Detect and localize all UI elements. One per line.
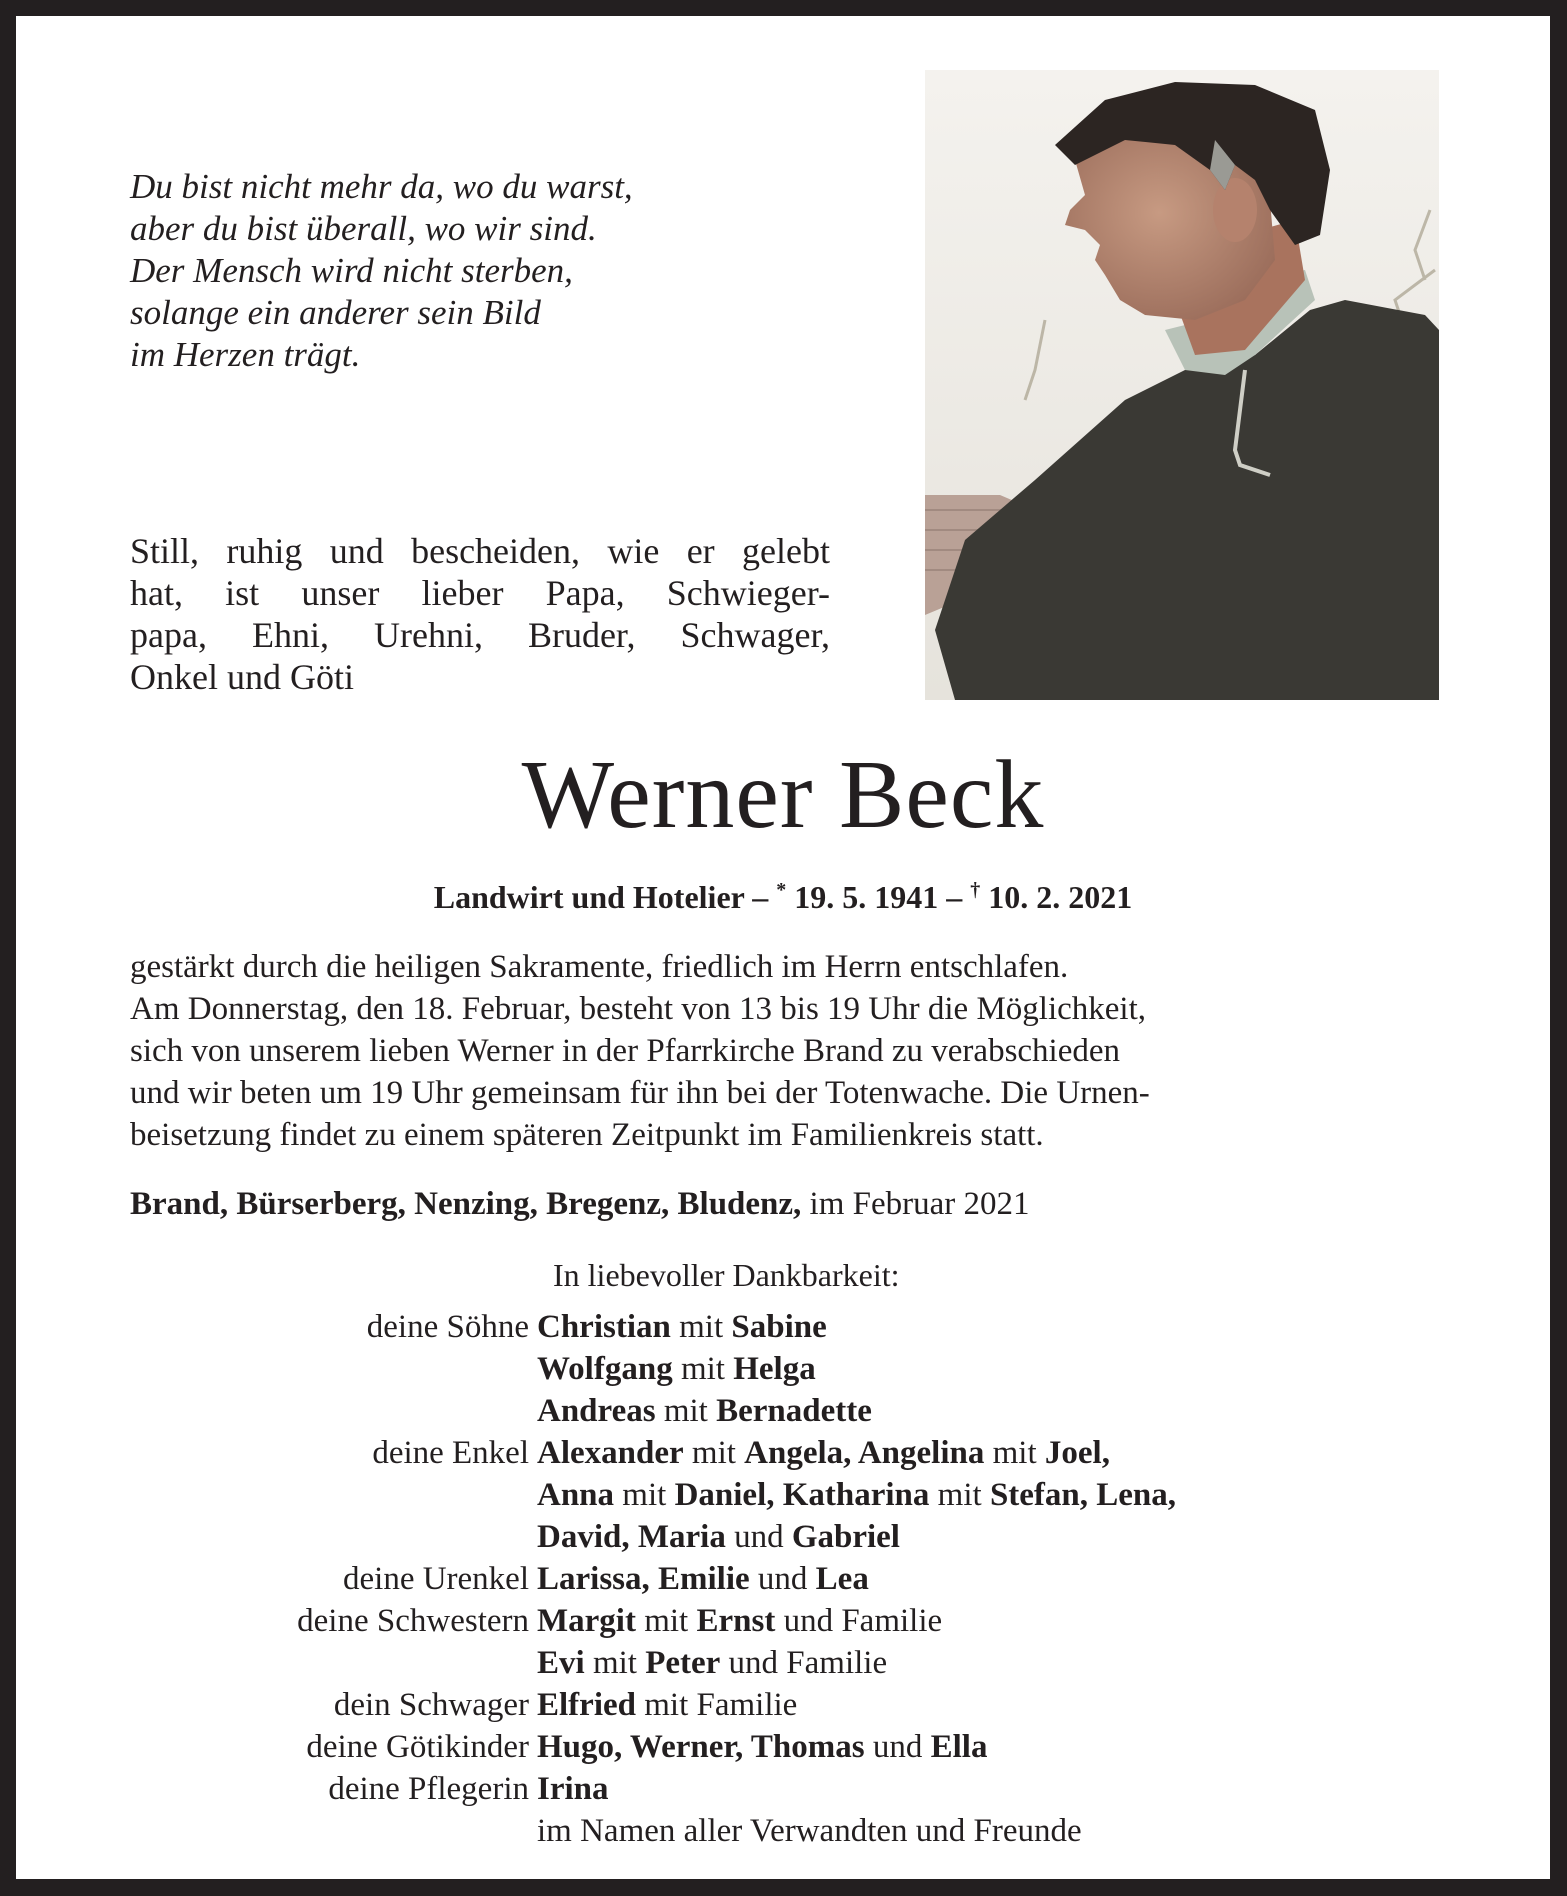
mourner-names xyxy=(537,1306,827,1348)
mourner-name: Joel, xyxy=(1044,1435,1110,1471)
mourner-names xyxy=(537,1474,1176,1516)
mourner-name: Hugo, Werner, Thomas xyxy=(537,1729,865,1765)
mourner-name: Ella xyxy=(930,1729,988,1765)
mourner-name: Ernst xyxy=(696,1603,776,1639)
relation-label: deine Pflegerin xyxy=(328,1771,529,1807)
quote-line: aber du bist überall, wo wir sind. xyxy=(130,209,597,248)
mourner-row xyxy=(16,1516,1550,1558)
relation-label xyxy=(16,1642,537,1684)
announcement-line: Am Donnerstag, den 18. Februar, besteht von 13 bis 19 Uhr die Möglichkeit, xyxy=(130,991,1147,1027)
death-cross-icon: † xyxy=(970,879,981,901)
connector-text: mit xyxy=(683,1435,745,1471)
mourner-names xyxy=(537,1642,887,1684)
connector-text: und xyxy=(864,1729,931,1765)
mourner-names xyxy=(537,1600,942,1642)
relation-label: deine Söhne xyxy=(366,1309,529,1345)
connector-text: mit xyxy=(672,1351,734,1387)
relation-label: dein Schwager xyxy=(333,1687,529,1723)
mourner-name: Larissa, Emilie xyxy=(537,1561,750,1597)
intro-paragraph xyxy=(130,530,830,698)
mourner-names xyxy=(537,1558,869,1600)
relation-label xyxy=(16,1516,537,1558)
mourner-row xyxy=(16,1768,1550,1810)
mourner-names xyxy=(537,1684,797,1726)
connector-text: mit xyxy=(655,1393,717,1429)
mourner-names xyxy=(537,1432,1110,1474)
mourner-name: Bernadette xyxy=(716,1393,872,1429)
mourner-row xyxy=(16,1558,1550,1600)
place-date-line xyxy=(130,1183,1030,1225)
gratitude-heading: In liebevoller Dankbarkeit: xyxy=(553,1257,900,1293)
occupation: Landwirt und Hotelier xyxy=(433,879,745,915)
intro-line: papa, Ehni, Urehni, Bruder, Schwager, xyxy=(130,615,830,655)
mourner-names xyxy=(537,1810,1082,1852)
connector-text: und Familie xyxy=(775,1603,943,1639)
mourner-name: Wolfgang xyxy=(537,1351,673,1387)
connector-text: und Familie xyxy=(720,1645,888,1681)
connector-text: mit Familie xyxy=(635,1687,798,1723)
memorial-quote xyxy=(130,166,633,376)
mourner-name: Christian xyxy=(537,1309,671,1345)
announcement-line: sich von unserem lieben Werner in der Pfarrkirche Brand zu verabschieden xyxy=(130,1033,1121,1069)
mourner-name: Irina xyxy=(537,1771,609,1807)
quote-line: Der Mensch wird nicht sterben, xyxy=(130,251,573,290)
mourner-name: Stefan, Lena, xyxy=(989,1477,1177,1513)
deceased-name: Werner Beck xyxy=(521,741,1045,849)
mourner-name: Peter xyxy=(645,1645,721,1681)
relation-label xyxy=(16,1390,537,1432)
portrait-photo xyxy=(925,70,1439,700)
life-dates-line xyxy=(16,870,1550,917)
connector-text: im Namen aller Verwandten und Freunde xyxy=(537,1813,1082,1849)
relation-label xyxy=(16,1474,537,1516)
mourner-name: Anna xyxy=(537,1477,615,1513)
birth-date: 19. 5. 1941 xyxy=(786,879,939,915)
relation-label: deine Urenkel xyxy=(343,1561,529,1597)
mourner-name: Andreas xyxy=(537,1393,656,1429)
mourner-name: Gabriel xyxy=(791,1519,900,1555)
relation-label: deine Götikinder xyxy=(306,1729,529,1765)
mourner-row xyxy=(16,1474,1550,1516)
quote-line: solange ein anderer sein Bild xyxy=(130,293,541,332)
mourner-row xyxy=(16,1684,1550,1726)
mourners-list xyxy=(16,1306,1550,1852)
connector-text: und xyxy=(749,1561,816,1597)
announcement-paragraph xyxy=(130,946,1440,1156)
mourner-row xyxy=(16,1390,1550,1432)
relation-label: deine Enkel xyxy=(372,1435,529,1471)
mourner-names xyxy=(537,1768,609,1810)
mourner-row xyxy=(16,1432,1550,1474)
intro-line: Onkel und Göti xyxy=(130,657,354,697)
mourner-name: Daniel, Katharina xyxy=(674,1477,930,1513)
connector-text: mit xyxy=(614,1477,675,1513)
mourner-name: Elfried xyxy=(537,1687,636,1723)
connector-text: mit xyxy=(635,1603,697,1639)
mourner-name: David, Maria xyxy=(537,1519,726,1555)
mourner-names xyxy=(537,1348,816,1390)
mourner-name: Margit xyxy=(537,1603,636,1639)
mourner-row xyxy=(16,1306,1550,1348)
connector-text: mit xyxy=(670,1309,732,1345)
quote-line: Du bist nicht mehr da, wo du warst, xyxy=(130,167,633,206)
relation-label xyxy=(16,1348,537,1390)
connector-text: mit xyxy=(929,1477,990,1513)
mourner-names xyxy=(537,1726,987,1768)
mourner-name: Helga xyxy=(733,1351,816,1387)
mourner-name: Angela, Angelina xyxy=(744,1435,985,1471)
death-date: 10. 2. 2021 xyxy=(980,879,1133,915)
intro-line: hat, ist unser lieber Papa, Schwieger- xyxy=(130,573,830,613)
connector-text: und xyxy=(725,1519,792,1555)
portrait-image xyxy=(925,70,1439,700)
mourner-name: Evi xyxy=(537,1645,585,1681)
mourner-row xyxy=(16,1642,1550,1684)
announcement-line: beisetzung findet zu einem späteren Zeitpunkt im Familienkreis statt. xyxy=(130,1117,1044,1153)
relation-label xyxy=(16,1810,537,1852)
separator: – xyxy=(744,879,777,915)
announcement-line: und wir beten um 19 Uhr gemeinsam für ihn bei der Totenwache. Die Urnen- xyxy=(130,1075,1150,1111)
mourner-row xyxy=(16,1726,1550,1768)
mourner-row xyxy=(16,1348,1550,1390)
mourner-name: Alexander xyxy=(537,1435,684,1471)
connector-text: mit xyxy=(584,1645,646,1681)
connector-text: mit xyxy=(984,1435,1045,1471)
mourner-name: Sabine xyxy=(731,1309,827,1345)
places: Brand, Bürserberg, Nenzing, Bregenz, Bludenz, xyxy=(130,1186,802,1222)
mourner-name: Lea xyxy=(815,1561,869,1597)
announcement-line: gestärkt durch die heiligen Sakramente, friedlich im Herrn entschlafen. xyxy=(130,949,1069,985)
intro-line: Still, ruhig und bescheiden, wie er gelebt xyxy=(130,531,830,571)
relation-label: deine Schwestern xyxy=(297,1603,529,1639)
mourner-row xyxy=(16,1600,1550,1642)
mourner-row xyxy=(16,1810,1550,1852)
birth-star-icon: * xyxy=(776,879,787,901)
mourner-names xyxy=(537,1390,872,1432)
obituary-card xyxy=(16,16,1550,1879)
date: im Februar 2021 xyxy=(801,1186,1030,1222)
separator: – xyxy=(938,879,971,915)
mourner-names xyxy=(537,1516,900,1558)
quote-line: im Herzen trägt. xyxy=(130,335,361,374)
